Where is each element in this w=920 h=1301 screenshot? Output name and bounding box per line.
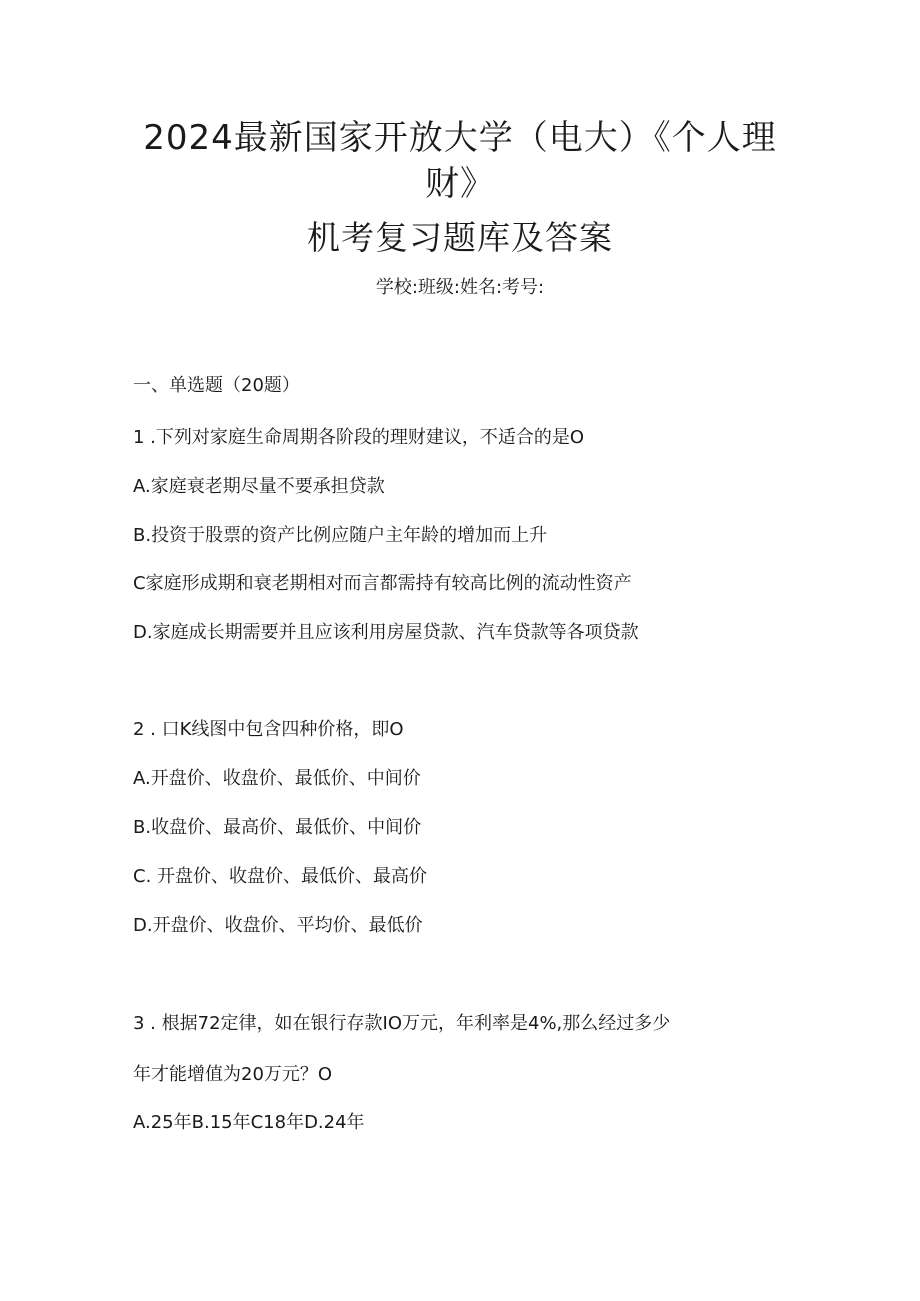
document-title-line2: 财》	[425, 164, 495, 204]
question-2-option-d: D.开盘价、收盘价、平均价、最低价	[133, 915, 423, 936]
section-heading: 一、单选题（20题）	[133, 375, 300, 396]
question-2-stem: 2 . 口K线图中包含四种价格，即O	[133, 719, 404, 740]
question-1-stem: 1 .下列对家庭生命周期各阶段的理财建议，不适合的是O	[133, 427, 585, 448]
question-1-option-a: A.家庭衰老期尽量不要承担贷款	[133, 476, 385, 497]
question-2-option-a: A.开盘价、收盘价、最低价、中间价	[133, 768, 421, 789]
student-info-line: 学校:班级:姓名:考号:	[375, 277, 545, 298]
document-title-line1: 2024最新国家开放大学（电大）《个人理	[143, 118, 777, 158]
question-3-options: A.25年B.15年C18年D.24年	[133, 1112, 365, 1133]
question-1-option-b: B.投资于股票的资产比例应随户主年龄的增加而上升	[133, 525, 548, 546]
question-3-stem-line2: 年才能增值为20万元？O	[133, 1064, 333, 1085]
question-3-stem-line1: 3 . 根据72定律，如在银行存款IO万元，年利率是4%,那么经过多少	[133, 1013, 671, 1034]
document-title-line3: 机考复习题库及答案	[307, 218, 613, 257]
question-2-option-b: B.收盘价、最高价、最低价、中间价	[133, 817, 422, 838]
question-1-option-c: C家庭形成期和衰老期相对而言都需持有较高比例的流动性资产	[133, 573, 632, 594]
question-2-option-c: C. 开盘价、收盘价、最低价、最高价	[133, 866, 428, 887]
question-1-option-d: D.家庭成长期需要并且应该利用房屋贷款、汽车贷款等各项贷款	[133, 622, 639, 643]
